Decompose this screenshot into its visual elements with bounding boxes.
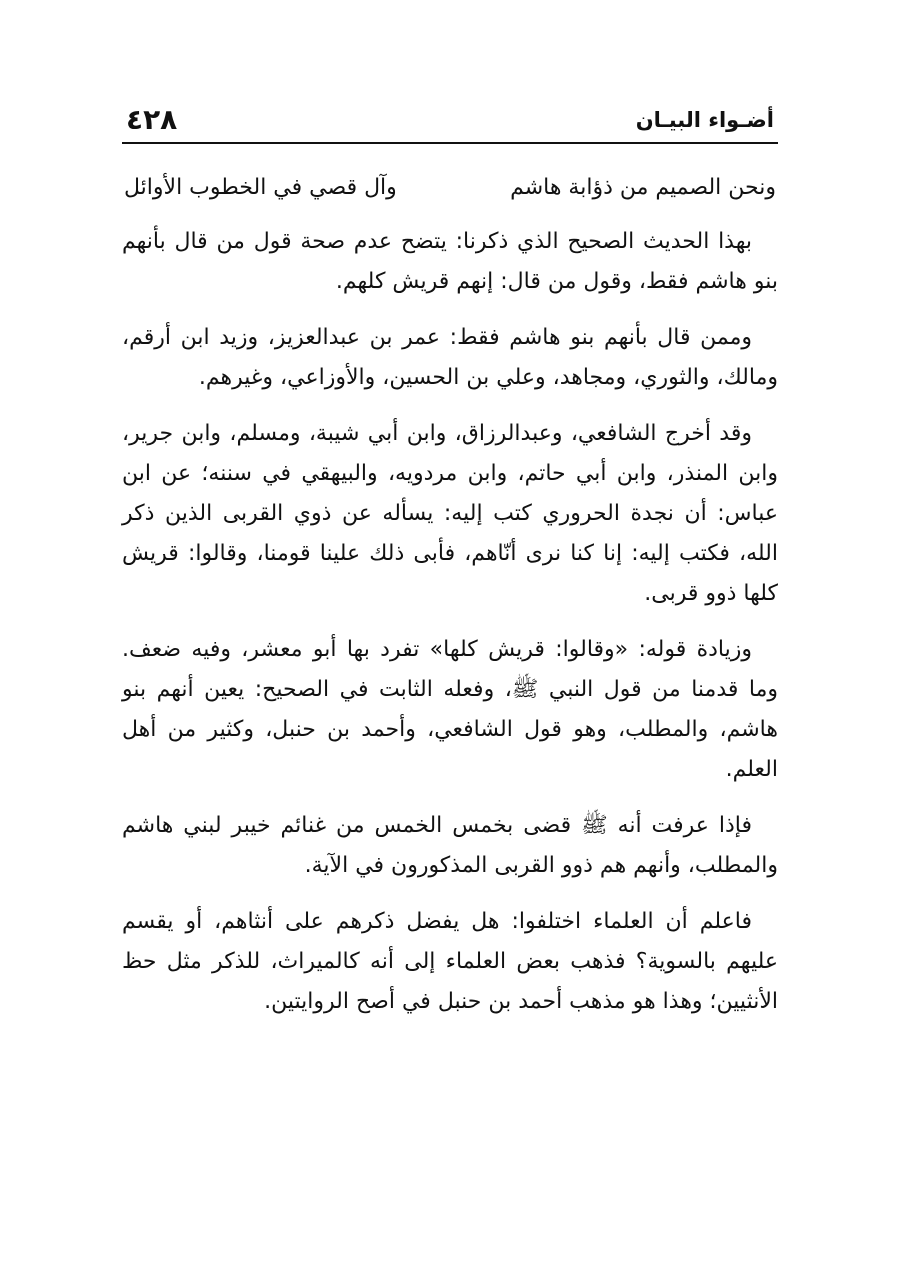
paragraph: وممن قال بأنهم بنو هاشم فقط: عمر بن عبدالعزيز، وزيد ابن أرقم، ومالك، والثوري، ومجاهد، وعلي بن الحسين، والأوزاعي، وغيرهم. [122, 325, 778, 390]
paragraph: فاعلم أن العلماء اختلفوا: هل يفضل ذكرهم على أنثاهم، أو يقسم عليهم بالسوية؟ فذهب بعض العلماء إلى أنه كالميراث، للذكر مثل حظ الأنثيين؛ وهذا هو مذهب أحمد بن حنبل في أصح الروايتين. [122, 909, 778, 1014]
verse-right-hemistich: ونحن الصميم من ذؤابة هاشم [510, 175, 776, 200]
poetry-verse [122, 168, 778, 208]
paragraph: فإذا عرفت أنه ﷺ قضى بخمس الخمس من غنائم خيبر لبني هاشم والمطلب، وأنهم هم ذوو القربى المذكورون في الآية. [122, 813, 778, 878]
verse-left-hemistich: وآل قصي في الخطوب الأوائل [124, 175, 397, 200]
book-page [122, 100, 778, 1022]
paragraph: وقد أخرج الشافعي، وعبدالرزاق، وابن أبي شيبة، ومسلم، وابن جرير، وابن المنذر، وابن أبي حاتم، وابن مردويه، والبيهقي في سننه؛ عن ابن عباس: أن نجدة الحروري كتب إليه: يسأله عن ذوي القربى الذين ذكر الله، فكتب إليه: إنا كنا نرى أنّاهم، فأبى ذلك علينا قومنا، وقالوا: قريش كلها ذوو قربى. [122, 421, 778, 606]
page-number: ٤٢٨ [126, 103, 178, 136]
paragraph: بهذا الحديث الصحيح الذي ذكرنا: يتضح عدم صحة قول من قال بأنهم بنو هاشم فقط، وقول من قال: إنهم قريش كلهم. [122, 229, 778, 294]
page-header [122, 100, 778, 144]
paragraph: وزيادة قوله: «وقالوا: قريش كلها» تفرد بها أبو معشر، وفيه ضعف. وما قدمنا من قول النبي ﷺ، وفعله الثابت في الصحيح: يعين أنهم بنو هاشم، والمطلب، وهو قول الشافعي، وأحمد بن حنبل، وكثير من أهل العلم. [122, 637, 778, 782]
running-title: أضـواء البيـان [635, 108, 774, 132]
